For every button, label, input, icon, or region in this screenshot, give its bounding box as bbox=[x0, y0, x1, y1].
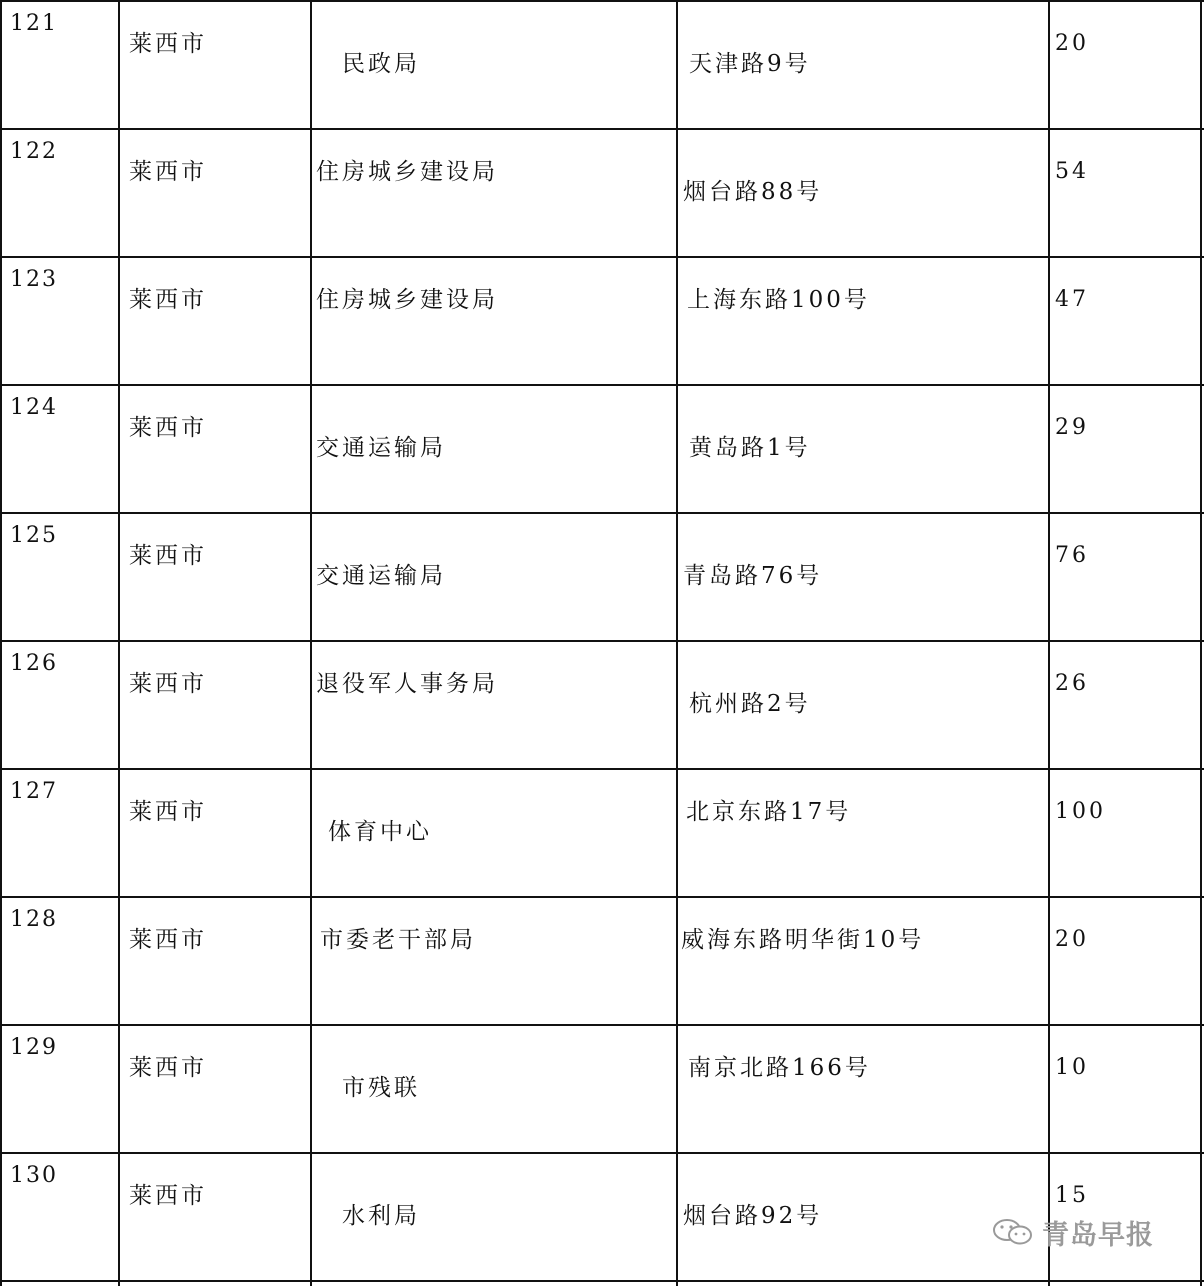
city-cell: 莱西市 bbox=[129, 31, 207, 57]
department-cell: 住房城乡建设局 bbox=[316, 159, 498, 185]
address-cell: 烟台路92号 bbox=[683, 1203, 823, 1229]
department-cell: 水利局 bbox=[342, 1203, 420, 1229]
quantity-cell: 47 bbox=[1055, 287, 1089, 312]
table-row bbox=[0, 128, 1204, 256]
city-cell: 莱西市 bbox=[129, 415, 207, 441]
quantity-cell: 10 bbox=[1055, 1055, 1089, 1080]
quantity-cell: 20 bbox=[1055, 31, 1089, 56]
department-cell: 市委老干部局 bbox=[320, 927, 476, 953]
city-cell: 莱西市 bbox=[129, 799, 207, 825]
watermark-text: 青岛早报 bbox=[1042, 1219, 1154, 1251]
city-cell: 莱西市 bbox=[129, 1183, 207, 1209]
quantity-cell: 29 bbox=[1055, 415, 1089, 440]
address-cell: 黄岛路1号 bbox=[689, 435, 811, 461]
wechat-icon bbox=[990, 1216, 1036, 1248]
table-row bbox=[0, 896, 1204, 1024]
row-number: 124 bbox=[10, 395, 58, 420]
address-cell: 威海东路明华街10号 bbox=[681, 927, 925, 953]
row-number: 123 bbox=[10, 267, 58, 292]
department-cell: 民政局 bbox=[342, 51, 420, 77]
row-number: 130 bbox=[10, 1163, 58, 1188]
row-number: 129 bbox=[10, 1035, 58, 1060]
quantity-cell: 76 bbox=[1055, 543, 1089, 568]
city-cell: 莱西市 bbox=[129, 287, 207, 313]
table-row bbox=[0, 0, 1204, 128]
department-cell: 市残联 bbox=[342, 1075, 420, 1101]
quantity-cell: 26 bbox=[1055, 671, 1089, 696]
row-number: 127 bbox=[10, 779, 58, 804]
address-cell: 青岛路76号 bbox=[683, 563, 823, 589]
table-row bbox=[0, 1024, 1204, 1152]
city-cell: 莱西市 bbox=[129, 927, 207, 953]
quantity-cell: 54 bbox=[1055, 159, 1089, 184]
address-cell: 烟台路88号 bbox=[683, 179, 823, 205]
quantity-cell: 20 bbox=[1055, 927, 1089, 952]
address-cell: 天津路9号 bbox=[689, 51, 811, 77]
department-cell: 退役军人事务局 bbox=[316, 671, 498, 697]
quantity-cell: 100 bbox=[1055, 799, 1106, 824]
city-cell: 莱西市 bbox=[129, 543, 207, 569]
department-cell: 住房城乡建设局 bbox=[316, 287, 498, 313]
address-cell: 杭州路2号 bbox=[689, 691, 811, 717]
row-number: 122 bbox=[10, 139, 58, 164]
department-cell: 交通运输局 bbox=[316, 435, 446, 461]
table-row bbox=[0, 640, 1204, 768]
address-cell: 南京北路166号 bbox=[688, 1055, 871, 1081]
address-cell: 上海东路100号 bbox=[687, 287, 870, 313]
department-cell: 体育中心 bbox=[328, 819, 432, 845]
row-number: 121 bbox=[10, 11, 58, 36]
quantity-cell: 15 bbox=[1055, 1183, 1089, 1208]
row-number: 126 bbox=[10, 651, 58, 676]
row-number: 128 bbox=[10, 907, 58, 932]
address-cell: 北京东路17号 bbox=[686, 799, 852, 825]
table-row bbox=[0, 768, 1204, 896]
city-cell: 莱西市 bbox=[129, 159, 207, 185]
table-row bbox=[0, 512, 1204, 640]
city-cell: 莱西市 bbox=[129, 671, 207, 697]
table-row bbox=[0, 256, 1204, 384]
city-cell: 莱西市 bbox=[129, 1055, 207, 1081]
table-row bbox=[0, 384, 1204, 512]
grid-line bbox=[0, 1280, 1204, 1282]
watermark bbox=[990, 1212, 1170, 1252]
department-cell: 交通运输局 bbox=[316, 563, 446, 589]
row-number: 125 bbox=[10, 523, 58, 548]
